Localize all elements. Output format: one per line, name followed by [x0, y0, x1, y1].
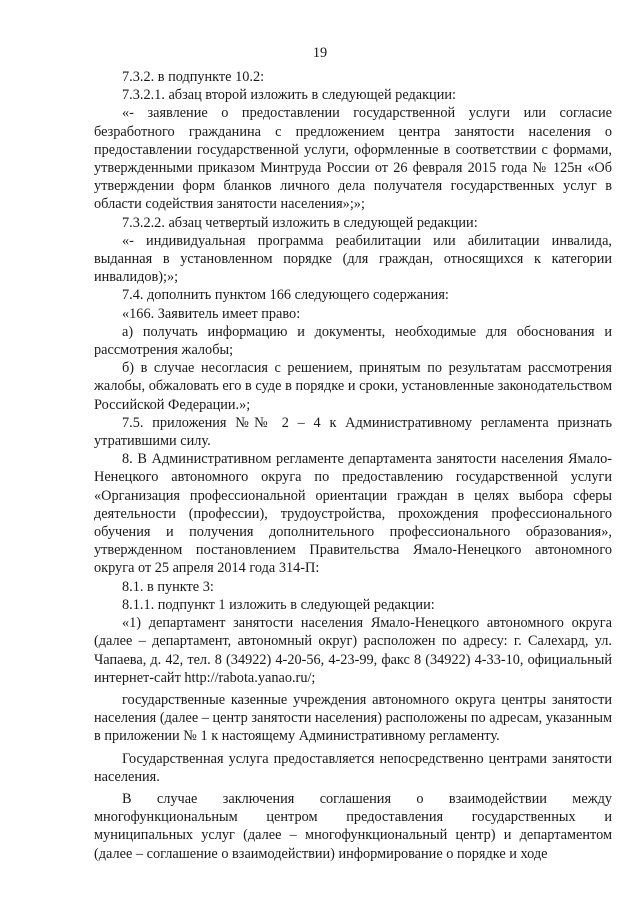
paragraph: 7.3.2.1. абзац второй изложить в следующей редакции: [122, 87, 456, 104]
paragraph: 8. В Административном регламенте департамента занятости населения Ямало-Ненецкого автономного округа по предоставлению государственной услуги «Организация профессиональной ориентации граждан в целях выбора сферы деятельности (профессии), трудоустройства, прохождения профессионального обучения и получения дополнительного профессионального образования», утвержденном постановлением Правительства Ямало-Ненецкого автономного округа от 25 апреля 2014 года 314-П: [94, 451, 612, 577]
paragraph: 8.1. в пункте 3: [122, 578, 214, 595]
paragraph: В случае заключения соглашения о взаимодействии между многофункциональным центром предоставления государственных и муниципальных услуг (далее – многофункциональный центр) и департаментом (далее – соглашение о взаимодействии) информирование о порядке и ходе [94, 790, 612, 862]
page-number: 19 [312, 45, 328, 61]
paragraph: 7.5. приложения №№ 2 – 4 к Административному регламента признать утратившими силу. [94, 414, 612, 450]
paragraph: 7.4. дополнить пунктом 166 следующего содержания: [122, 287, 449, 304]
paragraph: 7.3.2.2. абзац четвертый изложить в следующей редакции: [122, 214, 478, 231]
paragraph: 8.1.1. подпункт 1 изложить в следующей редакции: [122, 596, 435, 613]
paragraph: «1) департамент занятости населения Ямало-Ненецкого автономного округа (далее – департамент, автономный округ) расположен по адресу: г. Салехард, ул. Чапаева, д. 42, тел. 8 (34922) 4-20-56, 4-23-99, факс 8 (34922) 4-33-10, официальный интернет-сайт http://rabota.yanao.ru/; [94, 615, 612, 686]
paragraph: «- индивидуальная программа реабилитации или абилитации инвалида, выданная в установленном порядке (для граждан, относящихся к категории инвалидов);»; [94, 232, 612, 286]
document-body [94, 68, 612, 863]
paragraph: Государственная услуга предоставляется непосредственно центрами занятости населения. [94, 750, 612, 785]
paragraph: б) в случае несогласия с решением, принятым по результатам рассмотрения жалобы, обжаловать его в суде в порядке и сроки, установленные законодательством Российской Федерации.»; [94, 360, 612, 413]
paragraph: «166. Заявитель имеет право: [122, 305, 301, 322]
paragraph: 7.3.2. в подпункте 10.2: [122, 69, 265, 85]
paragraph: государственные казенные учреждения автономного округа центры занятости населения (далее – центр занятости населения) расположены по адресам, указанным в приложении № 1 к настоящему Административному регламенту. [94, 691, 612, 745]
paragraph: «- заявление о предоставлении государственной услуги или согласие безработного гражданина с предложением центра занятости населения о предоставлении государственной услуги, оформленные в соответствии с формами, утвержденными приказом Минтруда России от 26 февраля 2015 года № 125н «Об утверждении форм бланков личного дела получателя государственных услуг в области содействия занятости населения»;»; [94, 105, 612, 213]
paragraph: а) получать информацию и документы, необходимые для обоснования и рассмотрения жалобы; [94, 323, 612, 359]
